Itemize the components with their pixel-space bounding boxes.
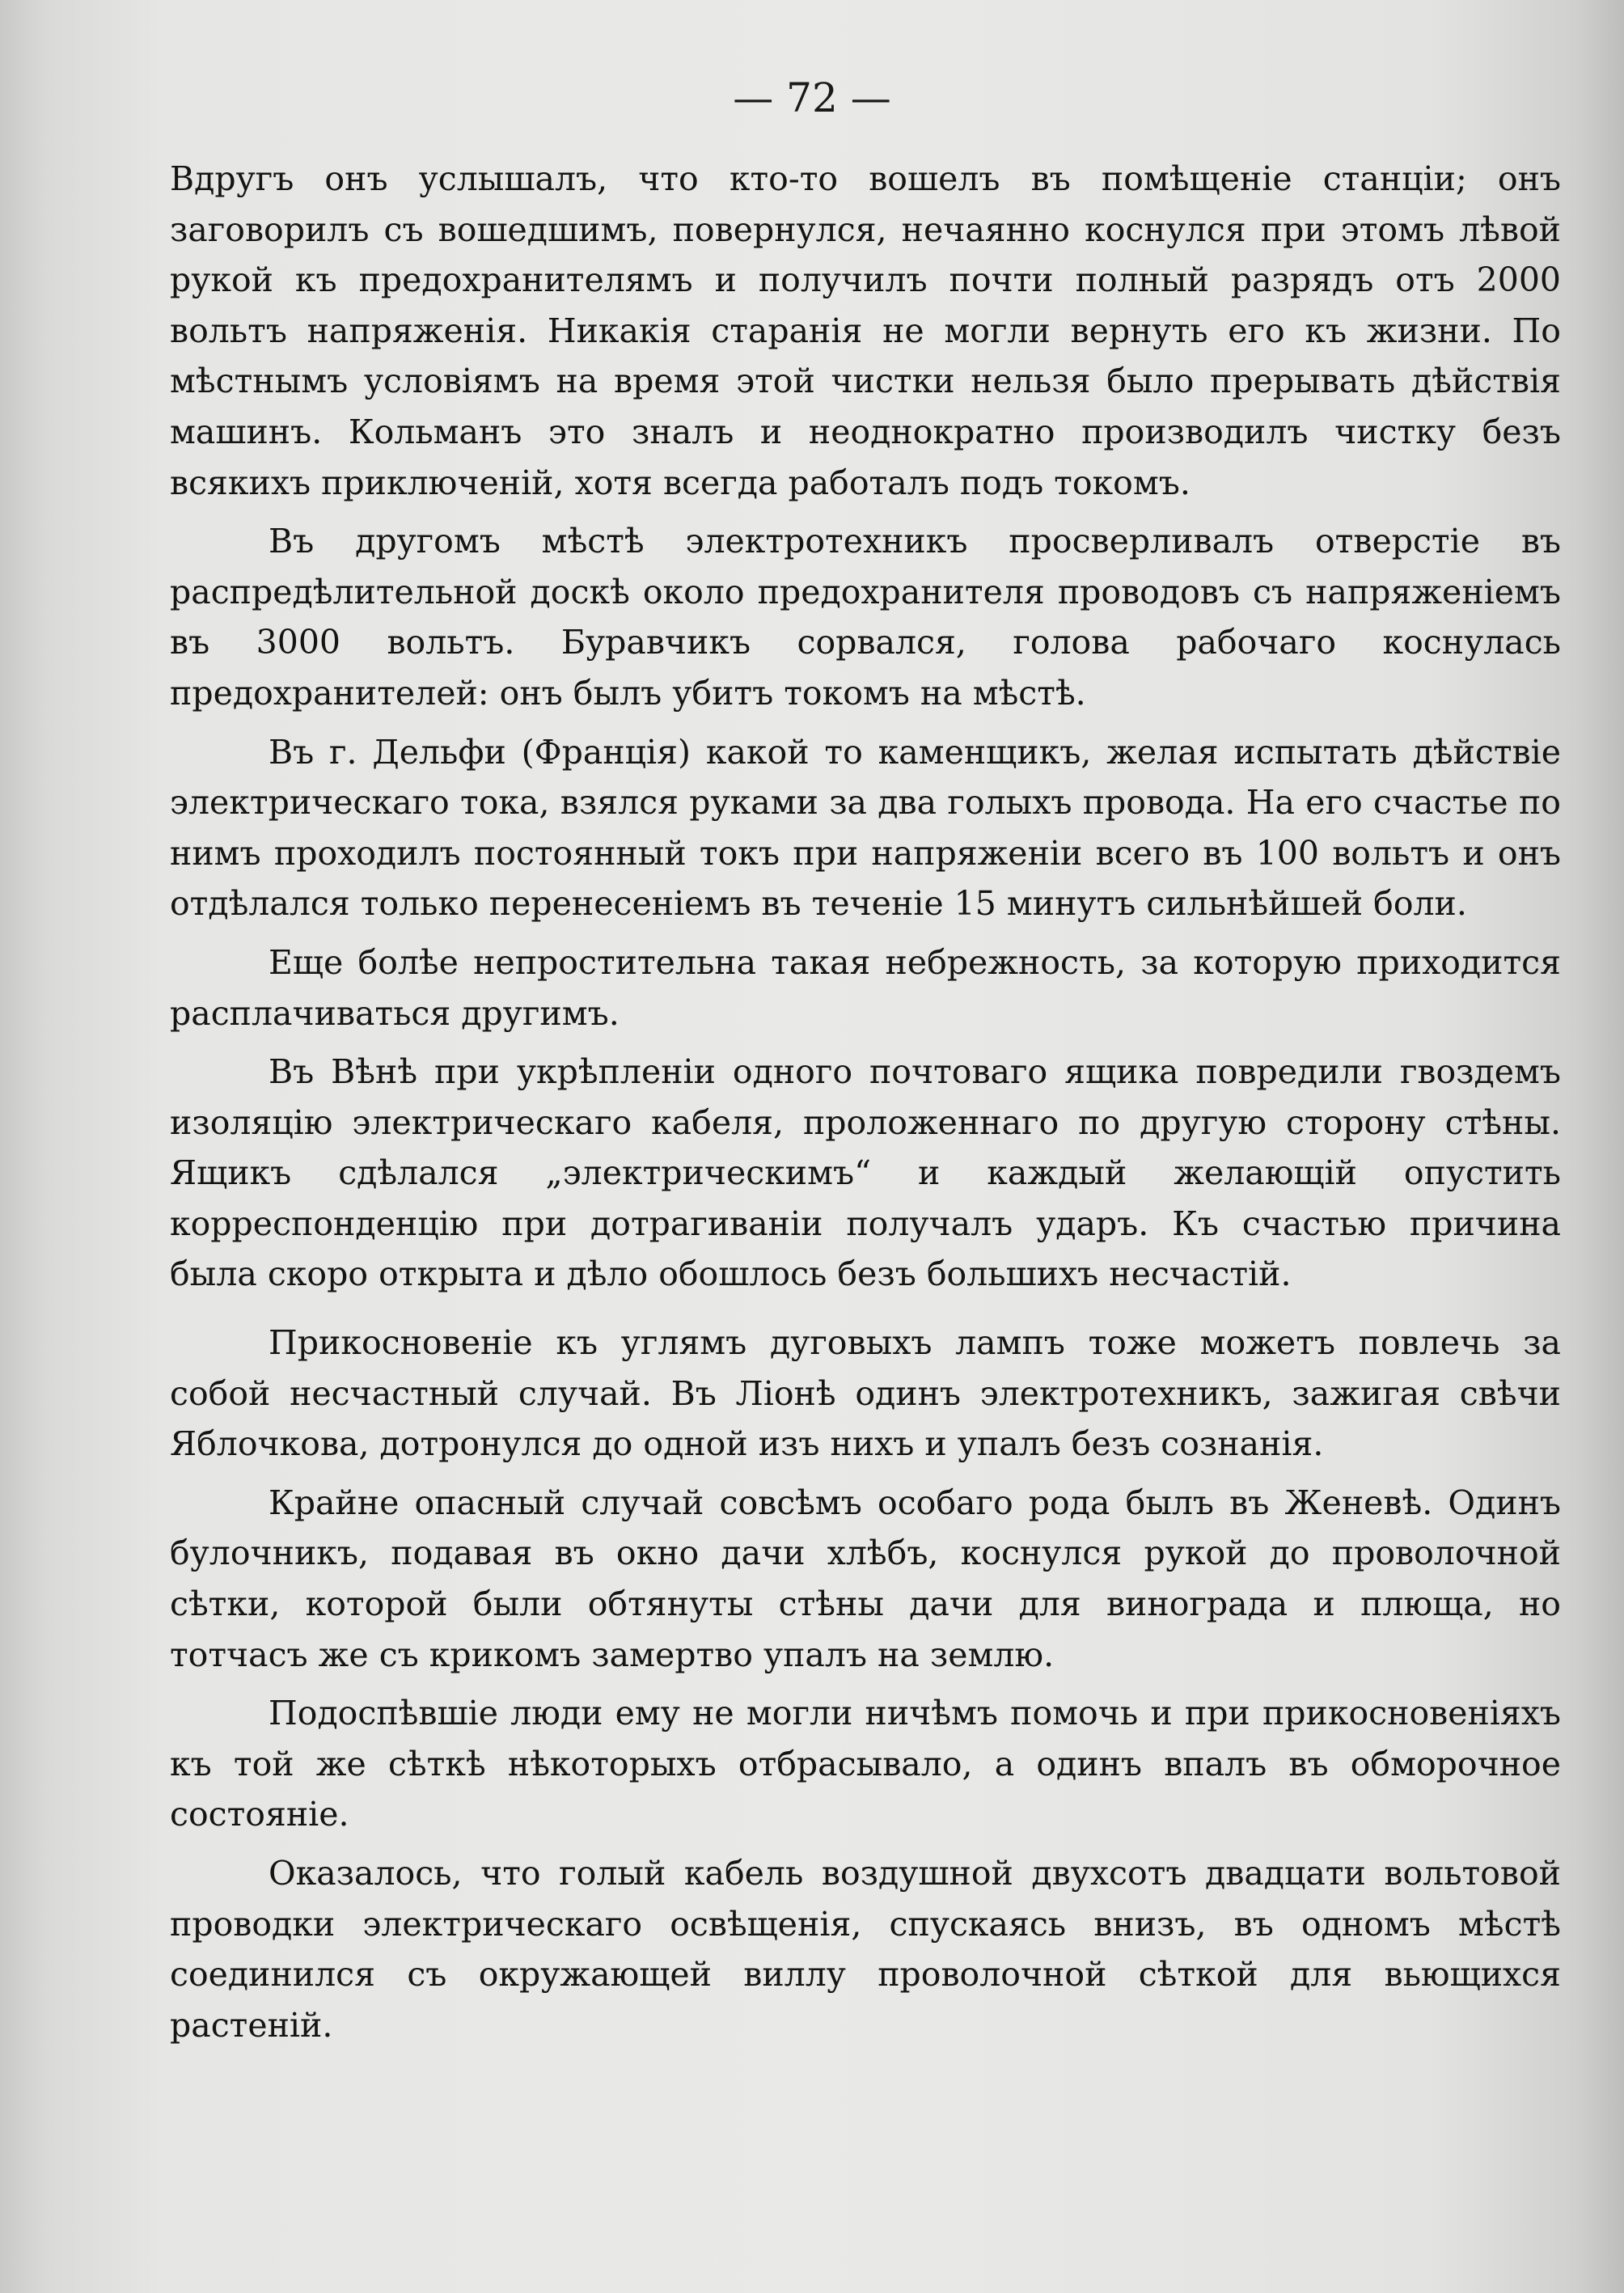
paragraph-8: Подоспѣвшіе люди ему не могли ничѣмъ помочь и при прикосновеніяхъ къ той же сѣткѣ нѣкоторыхъ отбрасывало, а одинъ впалъ въ обморочное состояніе. xyxy=(170,1694,1561,1834)
paragraph-3: Въ г. Дельфи (Франція) какой то каменщикъ, желая испытать дѣйствіе электрическаго тока, взялся руками за два голыхъ провода. На его счастье по нимъ проходилъ постоянный токъ при напряженіи всего въ 100 вольтъ и онъ отдѣлался только перенесеніемъ въ теченіе 15 минутъ сильнѣйшей боли. xyxy=(170,732,1561,924)
paragraph-5: Въ Вѣнѣ при укрѣпленіи одного почтоваго ящика повредили гвоздемъ изоляцію электрическаго кабеля, проложеннаго по другую сторону стѣны. Ящикъ сдѣлался „электрическимъ“ и каждый желающій опустить корреспонденцію при дотрагиваніи получалъ ударъ. Къ счастью причина была скоро открыта и дѣло обошлось безъ большихъ несчастій. xyxy=(170,1052,1561,1294)
paragraph-2: Въ другомъ мѣстѣ электротехникъ просверливалъ отверстіе въ распредѣлительной доскѣ около предохранителя проводовъ съ напряженіемъ въ 3000 вольтъ. Буравчикъ сорвался, голова рабочаго коснулась предохранителей: онъ былъ убитъ токомъ на мѣстѣ. xyxy=(170,522,1561,713)
page-number: — 72 — xyxy=(733,74,891,121)
paragraph-6: Прикосновеніе къ углямъ дуговыхъ лампъ тоже можетъ повлечь за собой несчастный случай. Въ Ліонѣ одинъ электротехникъ, зажигая свѣчи Яблочкова, дотронулся до одной изъ нихъ и упалъ безъ сознанія. xyxy=(170,1323,1561,1464)
paragraph-9: Оказалось, что голый кабель воздушной двухсотъ двадцати вольтовой проводки электрическаго освѣщенія, спускаясь внизъ, въ одномъ мѣстѣ соединился съ окружающей виллу проволочной сѣткой для вьющихся растеній. xyxy=(170,1854,1561,2045)
paragraph-4: Еще болѣе непростительна такая небрежность, за которую приходится расплачиваться другимъ. xyxy=(170,942,1561,1033)
paragraph-1: Вдругъ онъ услышалъ, что кто-то вошелъ въ помѣщеніе станціи; онъ заговорилъ съ вошедшимъ, повернулся, нечаянно коснулся при этомъ лѣвой рукой къ предохранителямъ и получилъ почти полный разрядъ отъ 2000 вольтъ напряженія. Никакія старанія не могли вернуть его къ жизни. По мѣстнымъ условіямъ на время этой чистки нельзя было прерывать дѣйствія машинъ. Кольманъ это зналъ и неоднократно производилъ чистку безъ всякихъ приключеній, хотя всегда работалъ подъ токомъ. xyxy=(170,159,1561,502)
paragraph-7: Крайне опасный случай совсѣмъ особаго рода былъ въ Женевѣ. Одинъ булочникъ, подавая въ окно дачи хлѣбъ, коснулся рукой до проволочной сѣтки, которой были обтянуты стѣны дачи для винограда и плюща, но тотчасъ же съ крикомъ замертво упалъ на землю. xyxy=(170,1483,1561,1674)
body-text xyxy=(170,154,1561,2050)
